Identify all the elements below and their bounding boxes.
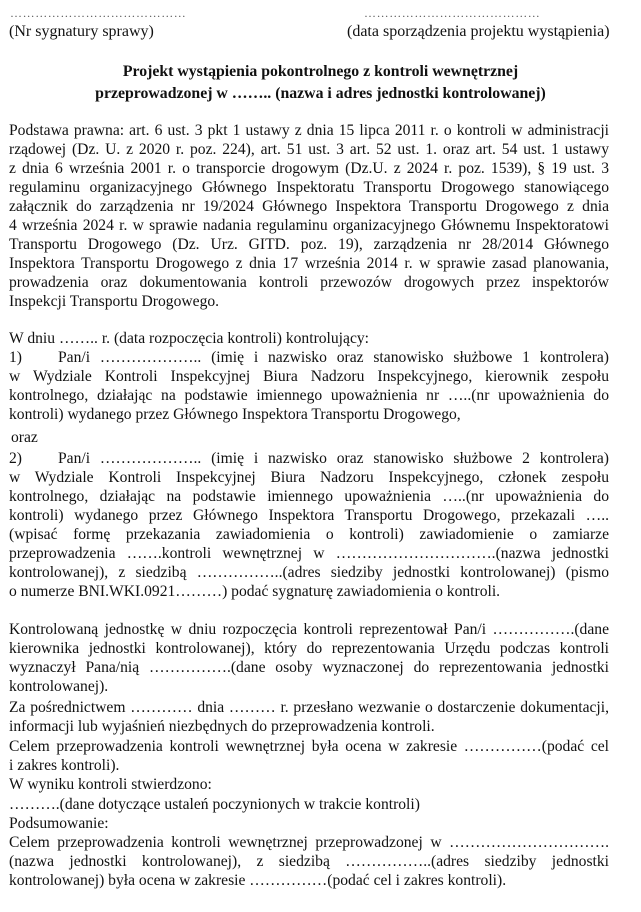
list-number: 2) xyxy=(9,450,22,467)
findings-heading: W wyniku kontroli stwierdzono: xyxy=(9,776,212,793)
controller-2-line: (wpisać formę przekazania zawiadomienia o kontroli) zawiadomienie o zamiarze xyxy=(9,526,609,543)
legal-basis-line: załącznik do zarządzenia nr 19/2024 Głównego Inspektora Transportu Drogowego z dnia xyxy=(9,198,609,215)
controller-2-line: o numerze BNI.WKI.0921………) podać sygnaturę zawiadomienia o kontroli. xyxy=(9,583,501,600)
controller-2-line: w Wydziale Kontroli Inspekcyjnej Biura Nadzoru Inspekcyjnego, członek zespołu xyxy=(9,469,609,486)
controller-1-line: w Wydziale Kontroli Inspekcyjnej Biura Nadzoru Inspekcyjnego, kierownik zespołu xyxy=(9,368,609,385)
findings-text: ……….(dane dotyczące ustaleń poczynionych w trakcie kontroli) xyxy=(9,796,420,813)
controller-2-first-line: Pan/i ……………….. (imię i nazwisko oraz stanowisko służbowe 2 kontrolera) xyxy=(58,450,609,467)
legal-basis-line: regulaminu organizacyjnego Głównego Inspektoratu Transportu Drogowego stanowiącego xyxy=(9,179,609,196)
legal-basis-line: 4 września 2024 r. w sprawie nadania regulaminu organizacyjnego Głównemu Inspektoratowi xyxy=(9,217,609,234)
draft-date-label: (data sporządzenia projektu wystąpienia) xyxy=(347,23,610,40)
controllers-intro: W dniu …….. r. (data rozpoczęcia kontroli) kontrolujący: xyxy=(9,330,369,347)
request-line: informacji lub wyjaśnień niezbędnych do przeprowadzenia kontroli. xyxy=(9,718,435,735)
purpose-line: Celem przeprowadzenia kontroli wewnętrznej była ocena w zakresie ……………(podać cel xyxy=(9,738,609,755)
draft-date-dotted-line: …………………………………… xyxy=(364,8,541,18)
controller-2-line: przeprowadzenia …….kontroli wewnętrznej w ………………………….(nazwa jednostki xyxy=(9,545,609,562)
legal-basis-line: z dnia 6 września 2001 r. o transporcie drogowym (Dz.U. z 2024 r. poz. 1539), § 19 ust. 3 xyxy=(9,160,609,177)
legal-basis-line: Inspektora Transportu Drogowego z dnia 17 września 2014 r. w sprawie zasad planowania, xyxy=(9,255,609,272)
legal-basis-line: Transportu Drogowego (Dz. Urz. GITD. poz. 19), zarządzenia nr 28/2014 Głównego xyxy=(9,236,609,253)
purpose-line: i zakres kontroli). xyxy=(9,757,120,774)
representation-line: kierownika jednostki kontrolowanej), który do reprezentowania Urzędu podczas kontroli xyxy=(9,640,609,657)
legal-basis-line: Inspekcji Transportu Drogowego. xyxy=(9,293,220,310)
controller-2-line: kontroli) wydanego przez Głównego Inspektora Transportu Drogowego, przekazali ….. xyxy=(9,507,609,524)
title-line-2: przeprowadzonej w …….. (nazwa i adres jednostki kontrolowanej) xyxy=(95,85,546,102)
legal-basis-line: Podstawa prawna: art. 6 ust. 3 pkt 1 ustawy z dnia 15 lipca 2011 r. o kontroli w administracji xyxy=(9,122,609,139)
controller-2-line: kontrolnego, działając na podstawie imiennego upoważnienia …..(nr upoważnienia do xyxy=(9,488,609,505)
summary-line: kontrolowanej) była ocena w zakresie ……………(podać cel i zakres kontroli). xyxy=(9,872,507,889)
legal-basis-line: prowadzenia oraz dokumentowania kontroli przewozów drogowych przez inspektorów xyxy=(9,274,609,291)
request-line: Za pośrednictwem ………… dnia ……… r. przesłano wezwanie o dostarczenie dokumentacji, xyxy=(9,699,609,716)
summary-line: Celem przeprowadzenia kontroli wewnętrznej przeprowadzonej w …………………………. xyxy=(9,834,609,851)
controller-1-line: kontroli) wydanego przez Głównego Inspektora Transportu Drogowego, xyxy=(9,406,461,423)
title-line-1: Projekt wystąpienia pokontrolnego z kontroli wewnętrznej xyxy=(122,63,519,80)
conjunction-oraz: oraz xyxy=(11,429,38,446)
case-signature-label: (Nr sygnatury sprawy) xyxy=(9,23,154,40)
representation-line: kontrolowanej). xyxy=(9,678,109,695)
representation-line: wyznaczył Pana/nią …………….(dane osoby wyznaczonej do reprezentowania jednostki xyxy=(9,659,609,676)
summary-heading: Podsumowanie: xyxy=(9,815,109,832)
list-number: 1) xyxy=(9,349,22,366)
case-signature-dotted-line: …………………………………… xyxy=(10,8,187,18)
representation-line: Kontrolowaną jednostkę w dniu rozpoczęcia kontroli reprezentował Pan/i …………….(dane xyxy=(9,621,609,638)
legal-basis-line: rządowej (Dz. U. z 2020 r. poz. 224), art. 51 ust. 3 art. 52 ust. 1. oraz art. 54 ust. 1 ustawy xyxy=(9,141,609,158)
summary-line: (nazwa jednostki kontrolowanej), z siedzibą ……………..(adres siedziby jednostki xyxy=(9,853,609,870)
controller-1-line: kontrolnego, działając na podstawie imiennego upoważnienia nr …..(nr upoważnienia do xyxy=(9,387,609,404)
controller-1-first-line: Pan/i ……………….. (imię i nazwisko oraz stanowisko służbowe 1 kontrolera) xyxy=(58,349,609,366)
controller-2-line: kontrolowanej), z siedzibą ……………..(adres siedziby jednostki kontrolowanej) (pismo xyxy=(9,564,609,581)
controller-1-first-line-wrap xyxy=(9,348,609,367)
controller-2-first-line-wrap xyxy=(9,449,609,468)
